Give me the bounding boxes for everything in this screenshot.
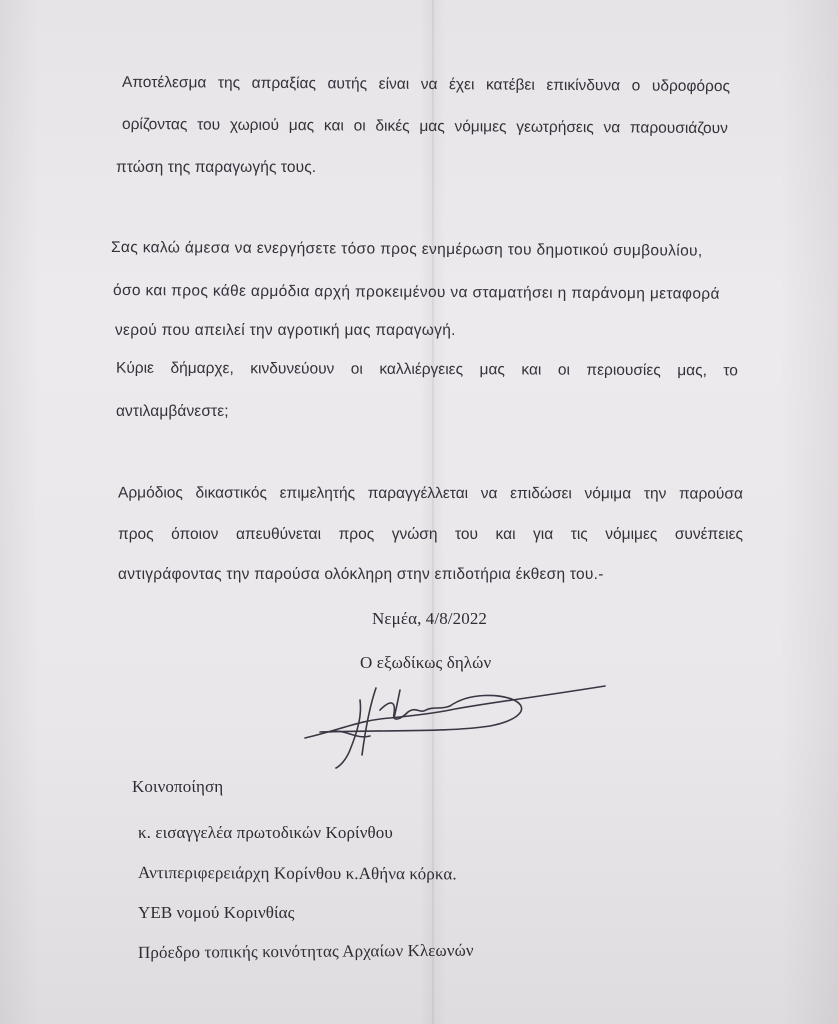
paragraph-3-line-1-word: Κύριε [115,359,155,377]
paragraph-4-line-2-word: όποιον [171,526,219,543]
recipient-3: ΥΕΒ νομού Κορινθίας [138,903,295,922]
paragraph-1-line-1-word: να [420,75,438,94]
paragraph-1-line-2-word: νόμιμες [454,118,507,136]
paragraph-3-line-1-word: δήμαρχε, [170,359,234,378]
paragraph-1-line-1 [122,74,730,96]
paragraph-1-line-1-word: κατέβει [485,76,535,94]
paragraph-4-line-1-word: την [643,485,667,503]
paragraph-1-line-1-word: απραξίας [251,74,317,93]
paragraph-2-line-3: νερού που απειλεί την αγροτική μας παραγωγή. [115,322,456,339]
paragraph-4-line-2 [118,526,743,544]
paragraph-1-line-2 [122,116,728,138]
paragraph-4-line-1-word: επιδώσει [510,485,572,503]
paragraph-1-line-1-word: ο [631,77,641,95]
paragraph-1-line-2-word: μας [288,117,315,135]
paragraph-4-line-2-word: νόμιμες [605,526,658,543]
paragraph-1-line-2-word: του [197,116,221,134]
paragraph-1-line-2-word: γεωτρήσεις [516,118,594,137]
paragraph-3-line-1-word: μας [479,361,505,379]
paragraph-4-line-2-word: του [455,526,479,543]
paragraph-1-line-1-word: έχει [448,76,475,94]
paragraph-3-line-1-word: και [521,361,542,379]
paragraph-4-line-2-word: προς [338,526,375,543]
paragraph-2-line-1: Σας καλώ άμεσα να ενεργήσετε τόσο προς ενημέρωση του δημοτικού συμβουλίου, [110,239,703,260]
paragraph-4-line-1-word: Αρμόδιος [117,484,183,502]
paragraph-3-line-1-word: περιουσίες [586,361,661,380]
paragraph-1-line-3: πτώση της παραγωγής τους. [116,159,317,176]
paragraph-4-line-2-word: απευθύνεται [235,526,322,543]
recipient-1: κ. εισαγγελέα πρωτοδικών Κορίνθου [138,823,393,842]
paragraph-1-line-1-word: Αποτέλεσμα [121,73,207,92]
paragraph-1-line-2-word: δικές [375,117,410,135]
paragraph-4-line-2-word: τις [570,526,588,543]
paragraph-1-line-1-word: υδροφόρος [651,77,731,96]
paragraph-1-line-2-word: χωριού [229,116,280,134]
paragraph-4-line-1-word: παραγγέλλεται [367,484,469,503]
paragraph-3-line-1 [116,360,738,381]
paragraph-1-line-2-word: να [603,119,621,137]
paragraph-4-line-3: αντιγράφοντας την παρούσα ολόκληρη στην επιδοτήρια έκθεση του.- [118,566,604,583]
paragraph-2-line-2: όσο και προς κάθε αρμόδια αρχή προκειμένου να σταματήσει η παράνομη μεταφορά [112,282,720,303]
paragraph-1-line-2-word: ορίζοντας [121,115,188,134]
recipient-2: Αντιπεριφερειάρχη Κορίνθου κ.Αθήνα κόρκα. [137,863,457,884]
paragraph-4-line-1-word: δικαστικός [195,484,267,502]
paragraph-4-line-1-word: επιμελητής [279,484,356,502]
paragraph-1-line-2-word: παρουσιάζουν [629,119,728,138]
paragraph-1-line-1-word: της [217,74,241,92]
notification-heading: Κοινοποίηση [132,777,224,796]
signer-label: Ο εξωδίκως δηλών [360,653,492,672]
paragraph-4-line-2-word: γνώση [391,526,438,543]
paragraph-3-line-1-word: οι [557,361,570,379]
paragraph-4-line-2-word: για [533,526,554,543]
handwritten-signature [300,670,620,770]
paragraph-4-line-2-word: προς [118,526,154,543]
paragraph-3-line-1-word: κινδυνεύουν [250,360,335,378]
paragraph-1-line-2-word: οι [353,117,366,135]
paragraph-4-line-1-word: παρούσα [679,485,743,503]
place-date: Νεμέα, 4/8/2022 [372,609,488,628]
paragraph-3-line-1-word: οι [350,360,363,378]
paragraph-1-line-1-word: είναι [378,75,410,93]
paragraph-4-line-1-word: να [480,485,498,503]
paragraph-3-line-1-word: μας, [677,362,707,380]
paragraph-4-line-2-word: και [495,526,516,543]
recipient-4: Πρόεδρο τοπικής κοινότητας Αρχαίων Κλεωνών [137,940,474,962]
paragraph-4-line-2-word: συνέπειες [674,526,743,543]
paragraph-1-line-2-word: και [323,117,344,135]
paragraph-4-line-1-word: νόμιμα [584,485,632,503]
paragraph-3-line-2: αντιλαμβάνεστε; [116,403,229,420]
paragraph-3-line-1-word: καλλιέργειες [379,360,464,379]
paragraph-1-line-1-word: αυτής [327,75,368,93]
paragraph-4-line-1 [118,484,743,503]
paragraph-1-line-2-word: μας [419,117,445,136]
paragraph-1-line-1-word: επικίνδυνα [546,76,621,95]
paragraph-3-line-1-word: το [723,362,738,380]
